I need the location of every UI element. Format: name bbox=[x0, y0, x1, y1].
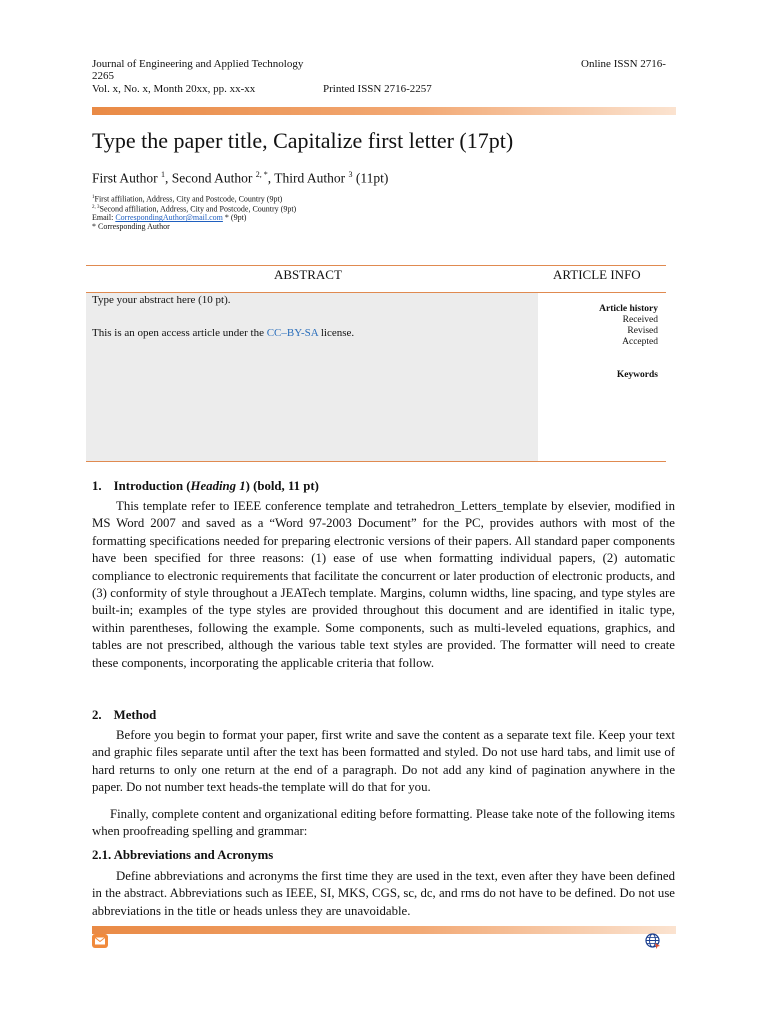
author-2-sup: 2, * bbox=[255, 170, 268, 179]
received-label: Received bbox=[622, 315, 658, 325]
accepted-label: Accepted bbox=[622, 337, 658, 347]
printed-issn: Printed ISSN 2716-2257 bbox=[323, 83, 432, 95]
article-info-heading: ARTICLE INFO bbox=[553, 267, 641, 282]
keywords-label: Keywords bbox=[616, 370, 658, 380]
author-1-sup: 1 bbox=[161, 170, 166, 179]
section-2-paragraph-2: Finally, complete content and organizational editing before formatting. Please take note of the following items when proofreading spelling and grammar: bbox=[92, 807, 675, 839]
affiliation-2: $^{2, 3}$Second affiliation, Address, City and Postcode, Country (9pt) bbox=[92, 204, 297, 214]
author-3: , Third Author bbox=[267, 170, 349, 186]
abstract-text: Type your abstract here (10 pt). bbox=[92, 294, 231, 306]
abstract-top-rule bbox=[86, 265, 666, 266]
online-issn-continued: 2265 bbox=[92, 70, 114, 82]
email-line: Email: CorrespondingAuthor@mail.com * (9pt) bbox=[92, 213, 247, 223]
abstract-heading: ABSTRACT bbox=[274, 267, 342, 282]
author-1: First Author bbox=[92, 170, 162, 186]
article-history-label: Article history bbox=[599, 304, 658, 314]
globe-icon[interactable] bbox=[645, 933, 661, 949]
affiliations bbox=[92, 194, 296, 231]
author-size-note: (11pt) bbox=[352, 170, 389, 186]
abstract-body bbox=[86, 293, 538, 461]
section-2-paragraph-1: Before you begin to format your paper, first write and save the content as a separate text file. Keep your text and graphic files separate until after the text has been formatted and styled. Do not use hard tabs, and limit use of hard returns to only one return at the end of a paragraph. Do not add any kind of pagination anywhere in the paper. Do not number text heads-the template will do that for you. bbox=[92, 728, 675, 795]
section-2-heading: 2. Method bbox=[92, 708, 157, 722]
abstract-bottom-rule bbox=[86, 461, 666, 462]
subsection-2-1-paragraph: Define abbreviations and acronyms the first time they are used in the text, even after they have been defined in the abstract. Abbreviations such as IEEE, SI, MKS, CGS, sc, dc, and rms do not have to be defined. Do not use abbreviations in the title or heads unless they are unavoidable. bbox=[92, 869, 675, 918]
header-accent-bar bbox=[92, 107, 676, 115]
affiliation-1: $^1$First affiliation, Address, City and Postcode, Country (9pt) bbox=[92, 194, 283, 204]
subsection-2-1-heading: 2.1. Abbreviations and Acronyms bbox=[92, 848, 274, 862]
license-link[interactable]: CC–BY-SA bbox=[266, 327, 319, 339]
footer-accent-bar bbox=[92, 926, 676, 934]
corresponding-author: * Corresponding Author bbox=[92, 221, 170, 231]
online-issn: Online ISSN 2716- bbox=[581, 58, 666, 70]
authors bbox=[92, 166, 388, 188]
email-link[interactable]: CorrespondingAuthor@mail.com bbox=[115, 213, 223, 223]
journal-name: Journal of Engineering and Applied Technology bbox=[92, 58, 304, 70]
volume-info: Vol. x, No. x, Month 20xx, pp. xx-xx bbox=[92, 83, 256, 95]
license-line: This is an open access article under the CC–BY-SA license. bbox=[92, 327, 355, 339]
mail-icon[interactable] bbox=[92, 934, 108, 948]
section-1-paragraph: This template refer to IEEE conference template and tetrahedron_Letters_template by elsevier, modified in MS Word 2007 and saved as a “Word 97-2003 Document” for the PC, provides authors with most of the formatting specifications needed for preparing electronic versions of their papers. All standard paper components have been specified for three reasons: (1) ease of use when formatting individual papers, (2) automatic compliance to electronic requirements that facilitate the concurrent or later production of electronic products, and (3) conformity of style throughout a JEATech template. Margins, column widths, line spacing, and type styles are built-in; examples of the type styles are provided throughout this document and are identified in italic type, within parentheses, following the example. Some components, such as multi-leveled equations, graphics, and tables are not prescribed, although the various table text styles are provided. The formatter will need to create these components, incorporating the applicable criteria that follow. bbox=[92, 499, 675, 670]
author-2: , Second Author bbox=[165, 170, 256, 186]
revised-label: Revised bbox=[627, 326, 658, 336]
paper-title: Type the paper title, Capitalize first letter (17pt) bbox=[92, 128, 514, 153]
section-1-heading: 1. Introduction (Heading 1) (bold, 11 pt) bbox=[92, 479, 319, 493]
author-3-sup: 3 bbox=[348, 170, 353, 179]
